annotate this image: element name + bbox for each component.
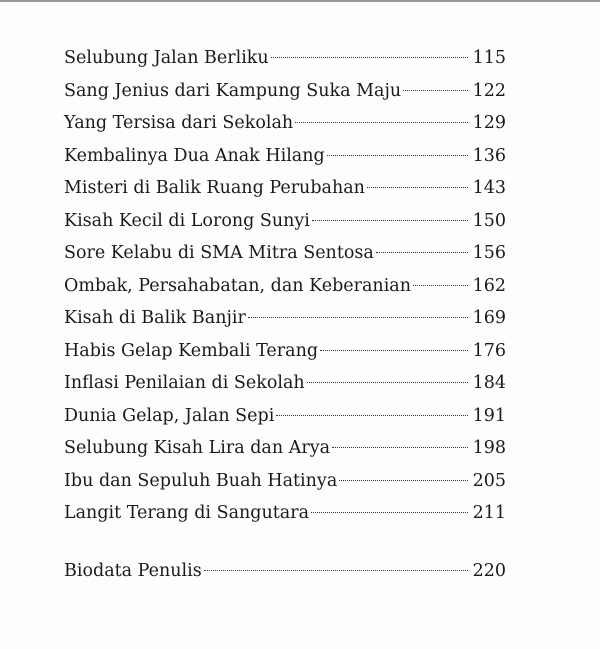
toc-entry	[64, 497, 506, 530]
toc-entry	[64, 42, 506, 75]
toc-entry-title: Yang Tersisa dari Sekolah	[64, 113, 294, 133]
toc-entry-page: 220	[472, 560, 506, 581]
dot-leader	[307, 382, 468, 383]
toc-entry-title: Kisah Kecil di Lorong Sunyi	[64, 210, 310, 231]
dot-leader	[403, 90, 468, 91]
toc-entry-page: 150	[472, 210, 506, 231]
toc-entry-title: Misteri di Balik Ruang Perubahan	[64, 178, 365, 198]
dot-leader	[413, 285, 468, 286]
toc-entry-page: 136	[472, 145, 506, 166]
toc-entry-page: 122	[472, 80, 506, 101]
toc-entry	[64, 75, 506, 108]
toc-entry	[64, 205, 506, 238]
dot-leader	[332, 447, 468, 448]
toc-entry-page: 129	[472, 113, 506, 133]
toc-entry-page: 169	[472, 308, 506, 328]
dot-leader	[320, 350, 468, 351]
dot-leader	[312, 220, 468, 221]
toc-entry-title: Sore Kelabu di SMA Mitra Sentosa	[64, 243, 374, 263]
toc-entry	[64, 335, 506, 368]
dot-leader	[311, 512, 468, 513]
toc-entry	[64, 302, 506, 335]
dot-leader	[295, 122, 468, 123]
toc-entry	[64, 140, 506, 173]
toc-entry-page: 191	[472, 405, 506, 426]
toc-entry	[64, 237, 506, 270]
page-top-edge	[0, 0, 600, 2]
toc-entry-page: 156	[472, 243, 506, 263]
dot-leader	[248, 317, 468, 318]
toc-entry	[64, 367, 506, 400]
toc-entry-page: 205	[472, 470, 506, 491]
toc-entry-page: 211	[472, 503, 506, 523]
toc-entry-title: Sang Jenius dari Kampung Suka Maju	[64, 80, 402, 101]
toc-entry-title: Biodata Penulis	[64, 560, 202, 581]
toc-entry-page: 176	[472, 340, 506, 361]
toc-entry-title: Selubung Kisah Lira dan Arya	[64, 438, 331, 458]
toc-entry-page: 115	[472, 48, 506, 68]
toc-entry-page: 162	[472, 275, 506, 296]
toc-entry-title: Kisah di Balik Banjir	[64, 308, 246, 328]
toc-entry	[64, 172, 506, 205]
toc-entry-title: Kembalinya Dua Anak Hilang	[64, 145, 325, 166]
toc-entry	[64, 107, 506, 140]
dot-leader	[367, 187, 468, 188]
toc-entry-title: Selubung Jalan Berliku	[64, 48, 269, 68]
toc-entry-title: Inflasi Penilaian di Sekolah	[64, 373, 305, 393]
toc-entry	[64, 465, 506, 498]
dot-leader	[376, 252, 468, 253]
table-of-contents	[64, 42, 506, 587]
toc-entry-title: Habis Gelap Kembali Terang	[64, 340, 319, 361]
toc-entry-page: 143	[472, 178, 506, 198]
dot-leader	[339, 480, 468, 481]
dot-leader	[327, 155, 468, 156]
dot-leader	[204, 570, 468, 571]
toc-entry	[64, 270, 506, 303]
toc-entry-page: 198	[472, 438, 506, 458]
toc-entry	[64, 400, 506, 433]
toc-entry	[64, 432, 506, 465]
toc-entry-title: Ombak, Persahabatan, dan Keberanian	[64, 275, 411, 296]
toc-appendix-entry	[64, 555, 506, 588]
dot-leader	[276, 415, 468, 416]
toc-entry-title: Dunia Gelap, Jalan Sepi	[64, 405, 275, 426]
toc-entry-title: Ibu dan Sepuluh Buah Hatinya	[64, 470, 338, 491]
toc-entry-title: Langit Terang di Sangutara	[64, 503, 310, 523]
dot-leader	[271, 57, 468, 58]
toc-entry-page: 184	[472, 373, 506, 393]
